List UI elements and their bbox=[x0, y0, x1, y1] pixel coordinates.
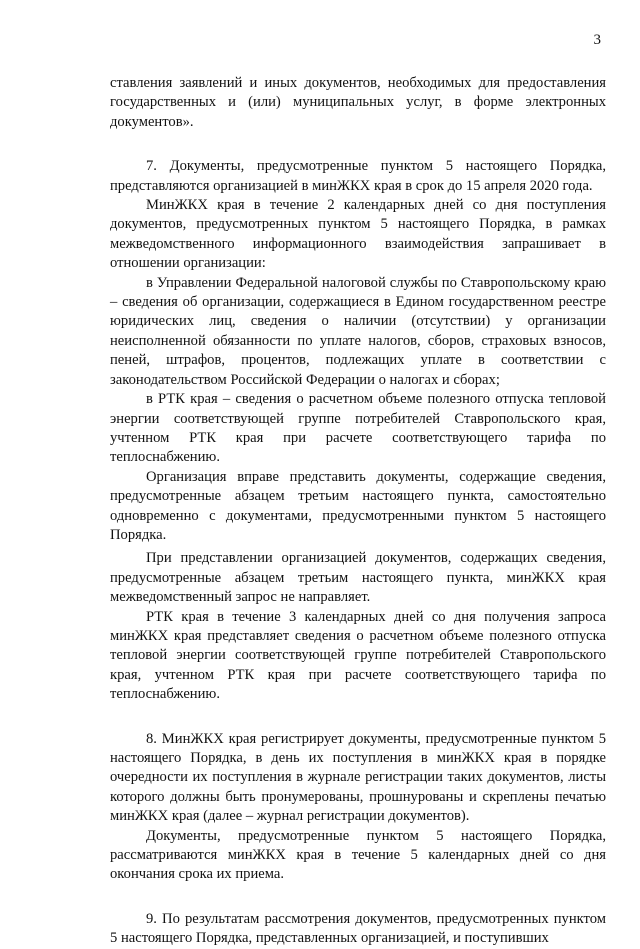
paragraph-continuation: ставления заявлений и иных документов, необходимых для предоставления государственных и (или) муниципальных услуг, в форме электронных документов». bbox=[110, 75, 606, 130]
paragraph-request-intro: МинЖКХ края в течение 2 календарных дней со дня поступления документов, предусмотренных пунктом 5 настоящего Порядка, в рамках межведомственного информационного взаимодействия запрашивает в отношении организации: bbox=[110, 197, 606, 272]
paragraph-item-9: 9. По результатам рассмотрения документов, предусмотренных пунктом 5 настоящего Порядка, представленных организацией, и поступивших bbox=[110, 910, 606, 947]
paragraph-item-7: 7. Документы, предусмотренные пунктом 5 настоящего Порядка, представляются организацией в минЖКХ края в срок до 15 апреля 2020 года. bbox=[110, 158, 606, 194]
document-body bbox=[110, 74, 606, 949]
page-number: 3 bbox=[593, 32, 601, 48]
paragraph-item-8: 8. МинЖКХ края регистрирует документы, предусмотренные пунктом 5 настоящего Порядка, в день их поступления в минЖКХ края в порядке очередности их поступления в журнале регистрации таких документов, листы которого должны быть пронумерованы, прошнурованы и скреплены печатью минЖКХ края (далее – журнал регистрации документов). bbox=[110, 730, 606, 825]
paragraph-review-period: Документы, предусмотренные пунктом 5 настоящего Порядка, рассматриваются минЖКХ края в течение 5 календарных дней со дня окончания срока их приема. bbox=[110, 827, 606, 883]
paragraph-rtk: в РТК края – сведения о расчетном объеме полезного отпуска тепловой энергии соответствующей группе потребителей Ставропольского края, учтенном РТК края при расчете соответствующего тарифа по теплоснабжению. bbox=[110, 391, 606, 466]
paragraph-tax-service: в Управлении Федеральной налоговой службы по Ставропольскому краю – сведения об организации, содержащиеся в Едином государственном реестре юридических лиц, сведения о наличии (отсутствии) у организации неисполненной обязанности по уплате налогов, сборов, страховых взносов, пеней, штрафов, процентов, подлежащих уплате в соответствии с законодательством Российской Федерации о налогах и сборах; bbox=[110, 274, 606, 388]
paragraph-rtk-response: РТК края в течение 3 календарных дней со дня получения запроса минЖКХ края представляет сведения о расчетном объеме полезного отпуска тепловой энергии соответствующей группе потребителей Ставропольского края, учтенном РТК края при расчете соответствующего тарифа по теплоснабжению. bbox=[110, 608, 606, 703]
paragraph-no-request: При представлении организацией документов, содержащих сведения, предусмотренные абзацем третьим настоящего пункта, минЖКХ края межведомственный запрос не направляет. bbox=[110, 550, 606, 606]
paragraph-organization-right: Организация вправе представить документы, содержащие сведения, предусмотренные абзацем третьим настоящего пункта, самостоятельно одновременно с документами, предусмотренными пунктом 5 настоящего Порядка. bbox=[110, 468, 606, 543]
